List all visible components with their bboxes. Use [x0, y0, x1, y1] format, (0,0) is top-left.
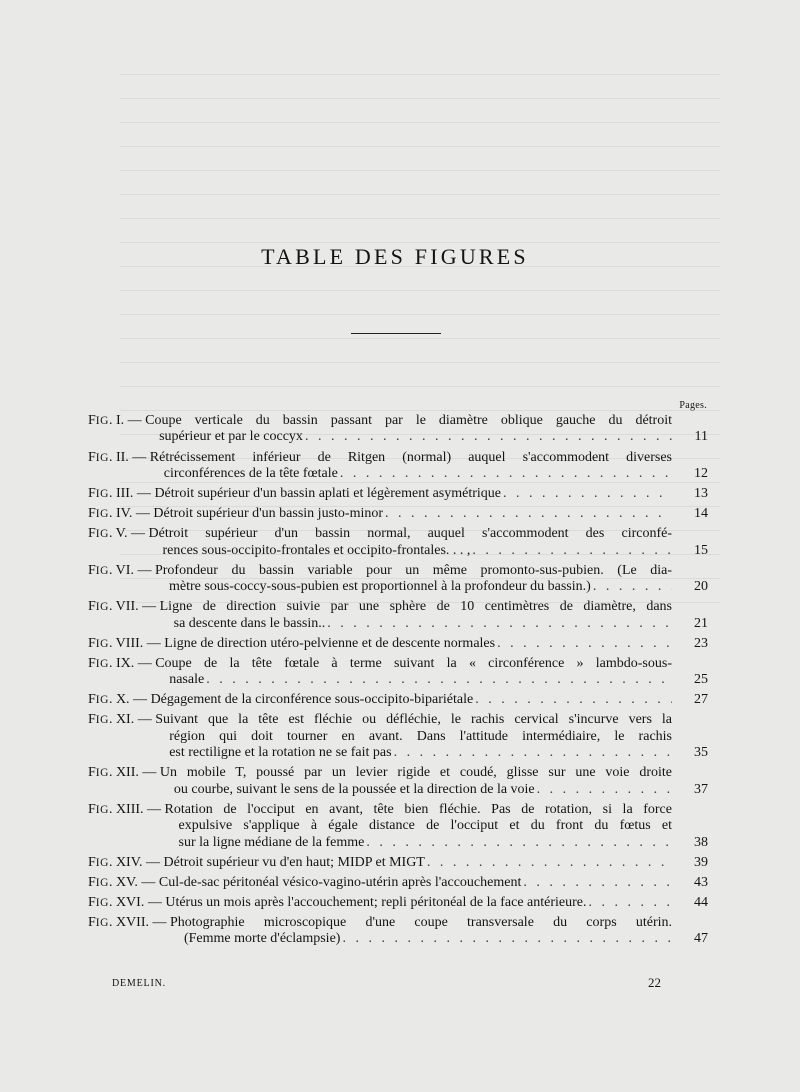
page-number: 21	[694, 615, 708, 631]
figure-label	[88, 875, 159, 891]
figure-caption-line: Photographie microscopique d'une coupe transversale du corps utérin.	[169, 914, 672, 930]
figure-label-smallcaps: IG	[95, 714, 109, 727]
dot-leader	[501, 486, 672, 502]
figure-label-prefix: F	[88, 712, 96, 728]
figure-caption-line: Ligne de direction utéro-pelvienne et de descente normales	[164, 635, 496, 651]
figure-caption-line: mètre sous-coccy-sous-pubien est proportionnel à la profondeur du bassin.)	[168, 579, 591, 595]
figure-label	[88, 895, 165, 911]
figure-caption-line: Rotation de l'occiput en avant, tête bien fléchie. Pas de rotation, si la force	[164, 801, 672, 817]
figure-label-prefix: F	[88, 562, 96, 578]
dot-leader	[591, 579, 672, 595]
figure-label-number: . X. —	[108, 692, 151, 708]
figure-label	[88, 526, 149, 559]
figure-caption-line: rences sous-occipito-frontales et occipito-frontales. . . ,	[162, 542, 471, 558]
figure-label-number: . XIII. —	[108, 801, 165, 817]
sheet-number: 22	[648, 975, 661, 990]
dot-leader	[383, 506, 672, 522]
figure-entry	[88, 802, 708, 851]
figure-caption-line: nasale	[169, 672, 205, 688]
figure-caption-line: circonférences de la tête fœtale	[163, 465, 338, 481]
figure-label	[88, 656, 155, 689]
figure-label-prefix: F	[88, 486, 96, 501]
figure-label-smallcaps: IG	[95, 564, 109, 577]
figure-label-number: . XVI. —	[108, 894, 166, 910]
dot-leader	[303, 429, 672, 445]
page-number: 43	[694, 874, 708, 890]
dot-leader	[392, 745, 672, 761]
pages-column-header: Pages.	[679, 400, 707, 411]
dot-leader	[587, 895, 673, 911]
figure-entry	[88, 636, 708, 652]
figure-label-number: . II. —	[108, 449, 150, 465]
figure-caption-line: Coupe de la tête fœtale à terme suivant la « circonférence » lambdo-sous-	[155, 655, 672, 671]
figure-label-prefix: F	[88, 449, 96, 465]
figure-label-number: . XII. —	[108, 765, 160, 781]
page-number: 13	[694, 486, 708, 501]
figure-caption-line: supérieur et par le coccyx	[159, 429, 303, 445]
figure-label	[88, 712, 155, 761]
figure-label-smallcaps: IG	[95, 637, 109, 650]
dot-leader	[470, 543, 672, 559]
figure-label-smallcaps: IG	[95, 488, 109, 500]
figure-caption-line: Profondeur du bassin variable pour un même promonto-sus-pubien. (Le dia-	[154, 562, 672, 578]
figure-label-prefix: F	[88, 894, 96, 910]
page-number: 44	[694, 894, 708, 910]
figure-label-smallcaps: IG	[95, 916, 109, 929]
figure-label-smallcaps: IG	[95, 601, 109, 614]
figure-caption-line: Ligne de direction suivie par une sphère de 10 centimètres de diamètre, dans	[159, 599, 672, 615]
page-number: 12	[694, 465, 708, 481]
figure-label-number: . IV. —	[108, 506, 154, 522]
page-number: 39	[694, 854, 708, 870]
figure-label-smallcaps: IG	[95, 528, 109, 541]
page-number: 35	[694, 745, 708, 761]
figure-label-smallcaps: IG	[95, 856, 109, 869]
figure-caption-line: Détroit supérieur d'un bassin justo-minor	[153, 506, 384, 522]
figure-entry	[88, 450, 708, 483]
figure-entry	[88, 486, 708, 502]
figure-label	[88, 486, 154, 502]
dot-leader	[338, 466, 672, 482]
figure-entry	[88, 413, 708, 446]
figure-caption-line: Détroit supérieur d'un bassin aplati et légèrement asymétrique	[154, 486, 502, 501]
figure-label	[88, 692, 151, 708]
figure-label-prefix: F	[88, 599, 96, 615]
figure-label-smallcaps: IG	[95, 657, 109, 670]
figure-label	[88, 636, 164, 652]
figure-label	[88, 765, 160, 798]
page-number: 11	[694, 429, 708, 445]
figure-label-smallcaps: IG	[95, 876, 109, 889]
dot-leader	[364, 835, 672, 851]
figure-entry	[88, 855, 708, 871]
figure-label	[88, 802, 165, 851]
figure-label-smallcaps: IG	[95, 803, 109, 816]
figures-list	[88, 413, 708, 951]
figure-label-prefix: F	[88, 526, 96, 542]
figure-label-smallcaps: IG	[95, 508, 109, 521]
figure-label	[88, 855, 164, 871]
figure-entry	[88, 656, 708, 689]
page-number: 27	[694, 692, 708, 708]
figure-caption-line: sur la ligne médiane de la femme	[178, 834, 365, 850]
figure-caption-line: Un mobile T, poussé par un levier rigide et coudé, glisse sur une voie droite	[159, 765, 672, 781]
dot-leader	[425, 855, 672, 871]
figure-caption-line: Utérus un mois après l'accouchement; repli péritonéal de la face antérieure.	[165, 894, 587, 910]
figure-caption-line: est rectiligne et la rotation ne se fait pas	[169, 745, 392, 761]
dot-leader	[340, 931, 672, 947]
page-number: 15	[694, 542, 708, 558]
figure-label-prefix: F	[88, 655, 96, 671]
figure-entry	[88, 506, 708, 522]
figure-entry	[88, 526, 708, 559]
figure-caption-line: Cul-de-sac péritonéal vésico-vagino-utérin après l'accouchement	[158, 874, 522, 890]
figure-caption-line: Coupe verticale du bassin passant par le diamètre oblique gauche du détroit	[145, 413, 672, 428]
figure-entry	[88, 915, 708, 948]
figure-label-smallcaps: IG	[95, 767, 109, 780]
figure-label-number: . IX. —	[108, 655, 156, 671]
page-title: TABLE DES FIGURES	[261, 244, 529, 269]
dot-leader	[521, 875, 672, 891]
printer-signature: DEMELIN.	[112, 978, 166, 989]
figure-label-number: . XIV. —	[108, 854, 164, 870]
title-rule	[351, 333, 441, 334]
figure-label-number: . VIII. —	[108, 635, 165, 651]
figure-label-smallcaps: IG	[95, 415, 109, 427]
figure-entry	[88, 895, 708, 911]
figure-label-smallcaps: IG	[95, 896, 109, 909]
figure-label-prefix: F	[88, 692, 96, 708]
figure-label-smallcaps: IG	[95, 451, 109, 464]
figure-label-prefix: F	[88, 765, 96, 781]
figure-entry	[88, 765, 708, 798]
figure-caption-line: Rétrécissement inférieur de Ritgen (normal) auquel s'accommodent diverses	[149, 449, 672, 465]
figure-label-number: . XI. —	[108, 712, 156, 728]
figure-caption-line: sa descente dans le bassin..	[173, 615, 326, 631]
figure-label-number: . VII. —	[108, 599, 160, 615]
figure-label	[88, 506, 153, 522]
figure-label-smallcaps: IG	[95, 694, 109, 707]
page-number: 14	[694, 506, 708, 522]
figure-caption-line: Détroit supérieur vu d'en haut; MIDP et MIGT	[163, 854, 425, 870]
figure-caption-line: Détroit supérieur d'un bassin normal, auquel s'accommodent des circonfé-	[148, 526, 672, 542]
figure-entry	[88, 712, 708, 761]
figure-label-number: . XV. —	[108, 874, 159, 890]
figure-entry	[88, 563, 708, 596]
dot-leader	[204, 672, 672, 688]
figure-caption-line: ou courbe, suivant le sens de la poussée et la direction de la voie	[173, 781, 535, 797]
figure-caption-line: expulsive s'applique à égale distance de l'occiput et du front du fœtus et	[178, 818, 672, 834]
figure-label-prefix: F	[88, 506, 96, 522]
figure-label-number: . III. —	[108, 486, 155, 501]
figure-label-number: . I. —	[108, 413, 146, 428]
figure-label-prefix: F	[88, 914, 96, 930]
page-number: 38	[694, 834, 708, 850]
figure-caption-line: (Femme morte d'éclampsie)	[183, 931, 341, 947]
figure-label-number: . XVII. —	[108, 914, 170, 930]
figure-label-number: . VI. —	[108, 562, 155, 578]
dot-leader	[325, 616, 672, 632]
figure-caption-line: Dégagement de la circonférence sous-occipito-bipariétale	[150, 692, 474, 708]
figure-entry	[88, 692, 708, 708]
figure-label-prefix: F	[88, 635, 96, 651]
figure-label	[88, 450, 150, 483]
page-number: 20	[694, 579, 708, 595]
figure-label-prefix: F	[88, 854, 96, 870]
figure-entry	[88, 875, 708, 891]
page-number: 25	[694, 672, 708, 688]
figure-label	[88, 599, 160, 632]
figure-label-prefix: F	[88, 801, 96, 817]
figure-label	[88, 413, 145, 446]
figure-label	[88, 563, 155, 596]
page-number: 37	[694, 781, 708, 797]
figure-label-prefix: F	[88, 874, 96, 890]
dot-leader	[473, 692, 672, 708]
page-number: 23	[694, 635, 708, 651]
figure-label	[88, 915, 170, 948]
figure-entry	[88, 599, 708, 632]
figure-label-prefix: F	[88, 413, 96, 428]
page-number: 47	[694, 931, 708, 947]
figure-label-number: . V. —	[108, 526, 149, 542]
figure-caption-line: Suivant que la tête est fléchie ou défléchie, le rachis cervical s'incurve vers la	[155, 712, 672, 728]
figure-caption-line: région qui doit tourner en avant. Dans l'attitude intermédiaire, le rachis	[169, 728, 672, 744]
dot-leader	[495, 636, 672, 652]
dot-leader	[535, 782, 672, 798]
